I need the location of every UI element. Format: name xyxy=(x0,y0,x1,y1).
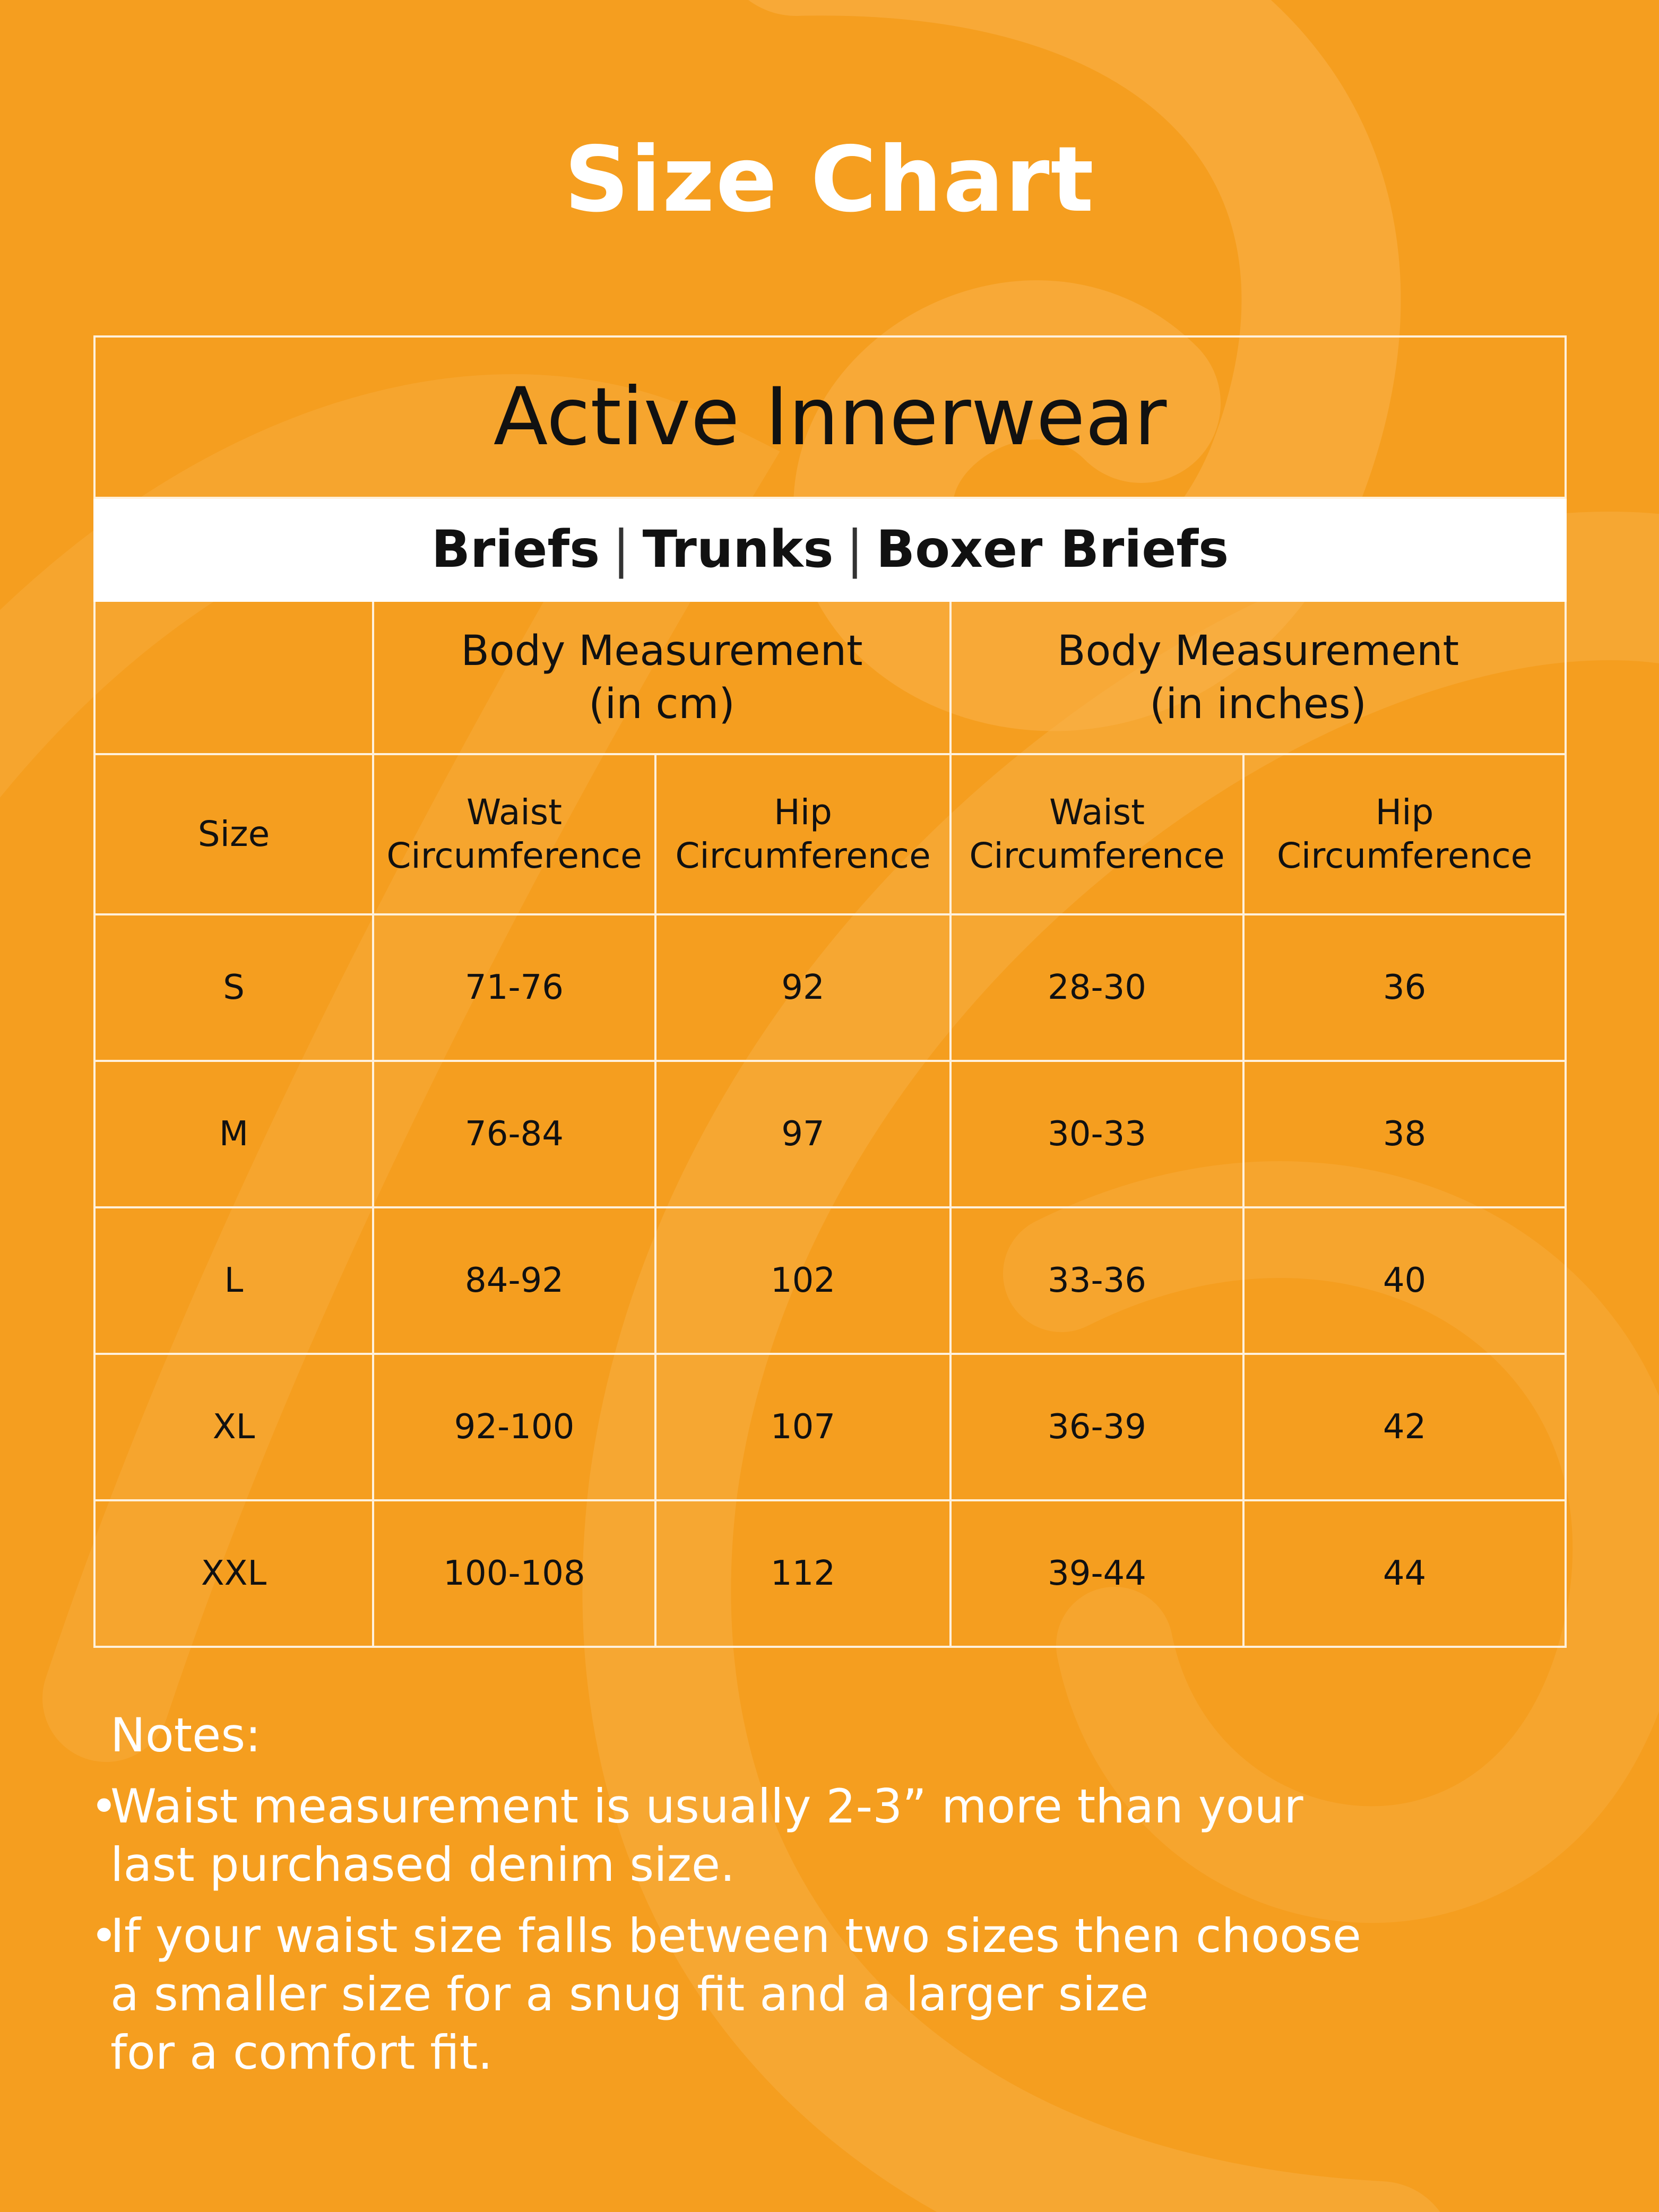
cell-cm-hip: 102 xyxy=(655,1207,951,1354)
group-header-row xyxy=(94,601,1566,754)
note-item xyxy=(90,1907,1526,2082)
size-chart-table xyxy=(93,335,1567,1648)
cell-in-waist: 28-30 xyxy=(951,914,1243,1061)
header-cm-waist-line1: Waist xyxy=(466,792,563,833)
header-in-waist-line2: Circumference xyxy=(969,835,1225,876)
cell-size: L xyxy=(94,1207,373,1354)
group-header-cm-title: Body Measurement xyxy=(461,627,863,675)
cell-size: XL xyxy=(94,1354,373,1500)
page-title: Size Chart xyxy=(564,127,1095,232)
header-in-hip-line1: Hip xyxy=(1375,792,1434,833)
category-band xyxy=(94,498,1566,601)
cell-in-hip: 44 xyxy=(1243,1500,1566,1647)
cell-in-hip: 36 xyxy=(1243,914,1566,1061)
group-header-cm-unit: (in cm) xyxy=(589,680,735,728)
cell-cm-waist: 92-100 xyxy=(373,1354,655,1500)
cell-in-hip: 40 xyxy=(1243,1207,1566,1354)
note-line: for a comfort fit. xyxy=(110,2025,493,2080)
header-cm-waist xyxy=(373,754,655,914)
category-boxer-briefs: Boxer Briefs xyxy=(876,520,1229,579)
notes-title: Notes: xyxy=(110,1708,261,1762)
header-in-waist xyxy=(951,754,1243,914)
cell-in-waist: 36-39 xyxy=(951,1354,1243,1500)
cell-size: M xyxy=(94,1061,373,1207)
cell-cm-hip: 107 xyxy=(655,1354,951,1500)
note-line: Waist measurement is usually 2-3” more than your xyxy=(110,1779,1303,1834)
category-separator: | xyxy=(846,520,863,579)
empty-corner-cell xyxy=(94,601,373,754)
table-row xyxy=(94,914,1566,1061)
brand-title: Active Innerwear xyxy=(94,336,1566,498)
cell-cm-waist: 100-108 xyxy=(373,1500,655,1647)
column-header-row xyxy=(94,754,1566,914)
cell-size: XXL xyxy=(94,1500,373,1647)
header-cm-hip xyxy=(655,754,951,914)
table-row xyxy=(94,1354,1566,1500)
cell-cm-waist: 84-92 xyxy=(373,1207,655,1354)
header-cm-hip-line1: Hip xyxy=(774,792,832,833)
cell-cm-waist: 71-76 xyxy=(373,914,655,1061)
category-separator: | xyxy=(612,520,630,579)
cell-in-waist: 33-36 xyxy=(951,1207,1243,1354)
cell-size: S xyxy=(94,914,373,1061)
group-header-inches-title: Body Measurement xyxy=(1057,627,1459,675)
note-line: last purchased denim size. xyxy=(110,1837,735,1892)
cell-cm-hip: 92 xyxy=(655,914,951,1061)
header-cm-waist-line2: Circumference xyxy=(386,835,642,876)
bullet-icon: • xyxy=(90,1908,118,1963)
table-row xyxy=(94,1061,1566,1207)
table-row xyxy=(94,1207,1566,1354)
category-trunks: Trunks xyxy=(642,520,834,579)
notes-section xyxy=(90,1706,1526,2082)
cell-cm-hip: 112 xyxy=(655,1500,951,1647)
cell-in-hip: 38 xyxy=(1243,1061,1566,1207)
header-cm-hip-line2: Circumference xyxy=(675,835,931,876)
bullet-icon: • xyxy=(90,1779,118,1834)
header-in-hip xyxy=(1243,754,1566,914)
cell-in-waist: 39-44 xyxy=(951,1500,1243,1647)
brand-row xyxy=(94,336,1566,498)
group-header-cm xyxy=(373,601,951,754)
table-row xyxy=(94,1500,1566,1647)
header-size: Size xyxy=(94,754,373,914)
cell-cm-hip: 97 xyxy=(655,1061,951,1207)
note-item xyxy=(90,1777,1526,1894)
cell-cm-waist: 76-84 xyxy=(373,1061,655,1207)
cell-in-waist: 30-33 xyxy=(951,1061,1243,1207)
category-row xyxy=(94,498,1566,601)
note-line: If your waist size falls between two sizes then choose xyxy=(110,1908,1361,1963)
header-in-hip-line2: Circumference xyxy=(1276,835,1533,876)
group-header-inches xyxy=(951,601,1566,754)
note-line: a smaller size for a snug fit and a larger size xyxy=(110,1967,1149,2021)
group-header-inches-unit: (in inches) xyxy=(1150,680,1367,728)
header-in-waist-line1: Waist xyxy=(1049,792,1145,833)
category-briefs: Briefs xyxy=(431,520,600,579)
cell-in-hip: 42 xyxy=(1243,1354,1566,1500)
